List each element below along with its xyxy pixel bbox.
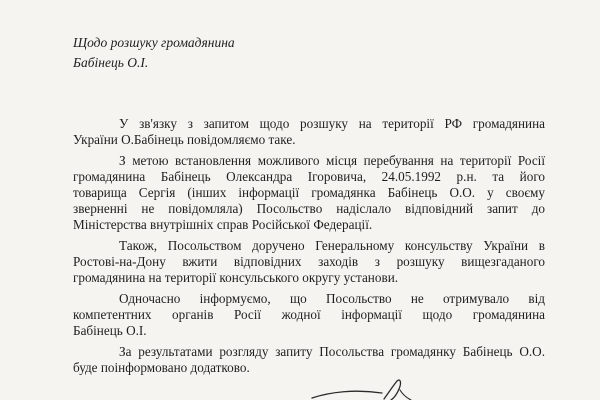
paragraph-2-line-5: Міністерства внутрішніх справ Російської Федерації. bbox=[73, 217, 373, 232]
paragraph-5-line-2: буде поінформовано додатково. bbox=[73, 360, 250, 375]
paragraph-3-line-1: Також, Посольством доручено Генеральному консульству України в bbox=[119, 238, 545, 253]
subject-line-2: Бабінець О.І. bbox=[73, 55, 149, 70]
paragraph-4-line-2: компетентних органів Росії жодної інформації щодо громадянина bbox=[73, 307, 545, 322]
paragraph-2-line-1: З метою встановлення можливого місця перебування на території Росії bbox=[119, 153, 545, 168]
paragraph-2-line-2: громадянина Бабінець Олександра Ігоровича, 24.05.1992 р.н. та його bbox=[73, 169, 545, 184]
paragraph-5-line-1: За результатами розгляду запиту Посольства громадянку Бабінець О.О. bbox=[119, 344, 545, 359]
paragraph-4-line-3: Бабінець О.І. bbox=[73, 323, 147, 338]
paragraph-2-line-4: зверненні не повідомляла) Посольство надіслало відповідний запит до bbox=[73, 201, 545, 216]
paragraph-3-line-3: громадянина на території консульського округу установи. bbox=[73, 270, 399, 285]
paragraph-3-line-2: Ростові-на-Дону вжити відповідних заходів з розшуку вищезгаданого bbox=[73, 254, 545, 269]
paragraph-1-line-1: У зв'язку з запитом щодо розшуку на території РФ громадянина bbox=[119, 116, 545, 131]
subject-line-1: Щодо розшуку громадянина bbox=[73, 35, 235, 50]
paragraph-1-line-2: України О.Бабінець повідомляємо таке. bbox=[73, 132, 296, 147]
paragraph-2-line-3: товарища Сергія (інших інформації громадянка Бабінець О.О. у своєму bbox=[73, 185, 545, 200]
paragraph-4-line-1: Одночасно інформуємо, що Посольство не отримувало від bbox=[119, 291, 545, 306]
